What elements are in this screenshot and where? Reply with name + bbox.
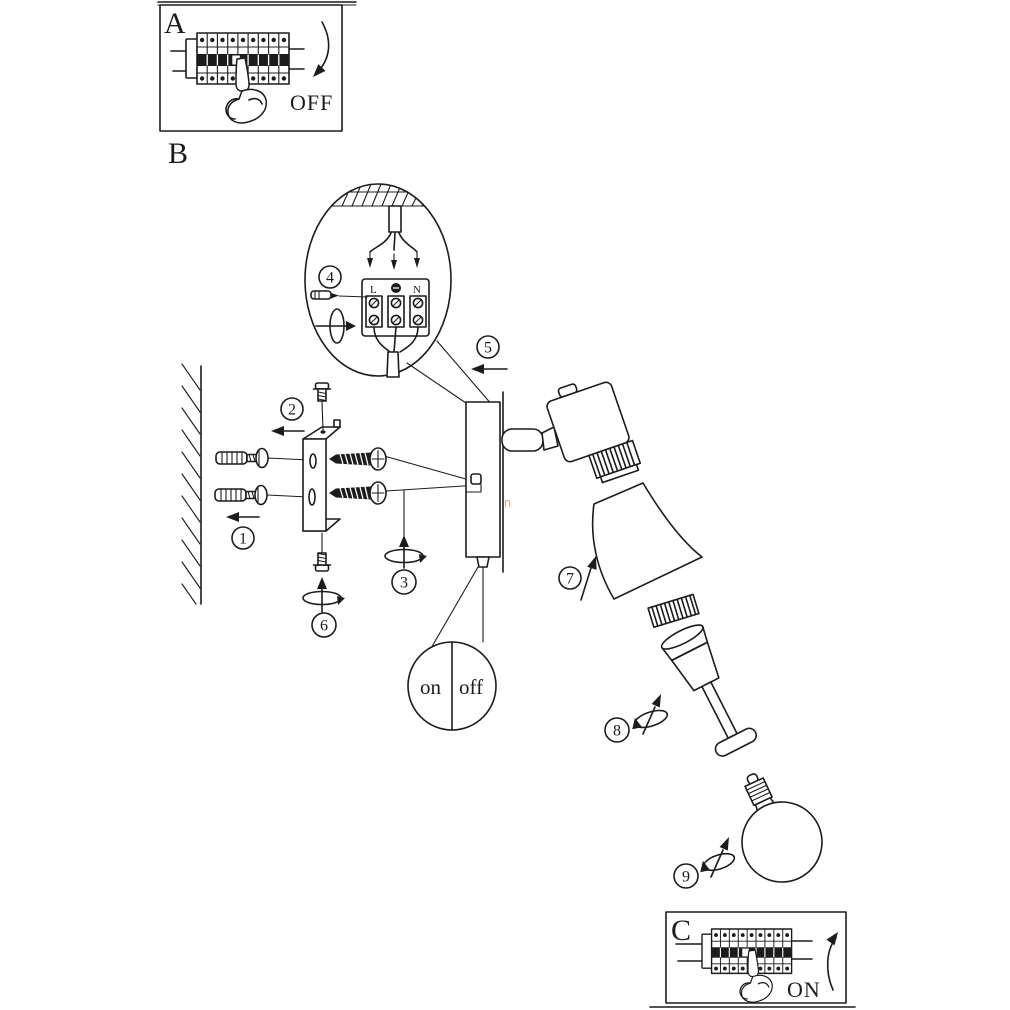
bracket-screw-bottom xyxy=(314,533,331,571)
lamp-backplate xyxy=(466,402,500,557)
switch-detail-circle xyxy=(408,642,496,730)
section-b-label: B xyxy=(168,137,189,170)
step-5-badge xyxy=(477,336,499,358)
step-2-arrow xyxy=(271,426,304,436)
bracket-screw-top xyxy=(314,383,331,430)
svg-text:5: 5 xyxy=(484,339,492,357)
svg-text:3: 3 xyxy=(400,574,408,592)
mounting-bracket xyxy=(303,420,340,531)
mounting-screw-bottom xyxy=(329,482,471,504)
step-5-arrow xyxy=(471,364,507,374)
cord-ferrule xyxy=(477,557,489,567)
svg-text:8: 8 xyxy=(613,722,621,740)
terminal-l-label: L xyxy=(370,284,377,296)
rotate-icon-step8 xyxy=(629,694,669,734)
switch-on-label: on xyxy=(420,675,441,699)
step-3-badge xyxy=(392,570,416,594)
panel-a-label: A xyxy=(164,7,186,40)
svg-text:9: 9 xyxy=(682,868,690,886)
watermark-text: n xyxy=(504,495,512,510)
step-1-arrow xyxy=(226,512,259,522)
step-4-badge xyxy=(319,266,341,288)
step-7-badge xyxy=(559,567,581,589)
svg-text:6: 6 xyxy=(320,617,328,635)
wiring-detail-callout xyxy=(305,184,451,377)
step-7-arrow xyxy=(581,556,597,600)
rotate-icon-step9 xyxy=(697,837,737,877)
light-bulb xyxy=(714,758,835,895)
panel-a-box xyxy=(160,5,342,131)
step-1-badge xyxy=(232,527,254,549)
step-9-badge xyxy=(674,864,698,888)
wall-anchor-top xyxy=(216,449,309,468)
panel-c-box xyxy=(666,912,846,1003)
lamp-arm xyxy=(502,427,558,451)
lampshade xyxy=(593,483,702,599)
switch-off-label: off xyxy=(459,675,484,699)
mounting-screw-top xyxy=(329,448,471,481)
shade-ring xyxy=(648,594,699,627)
step-8-badge xyxy=(605,718,629,742)
wall-anchor-bottom xyxy=(215,486,308,505)
step-6-badge xyxy=(312,613,336,637)
power-on-label: ON xyxy=(787,977,821,1002)
wall-hatch xyxy=(182,364,201,604)
panel-c-label: C xyxy=(671,914,692,947)
svg-text:2: 2 xyxy=(288,401,296,419)
lamp-head xyxy=(543,372,643,492)
svg-text:7: 7 xyxy=(566,570,574,588)
rotate-icon-step6 xyxy=(303,577,345,612)
svg-text:1: 1 xyxy=(239,530,247,548)
rotate-icon-step3 xyxy=(385,490,427,568)
svg-text:4: 4 xyxy=(326,269,334,287)
lamp-socket xyxy=(659,621,760,759)
step-2-badge xyxy=(281,398,303,420)
terminal-n-label: N xyxy=(413,284,421,296)
power-off-label: OFF xyxy=(290,90,334,115)
pull-cord xyxy=(430,557,489,650)
